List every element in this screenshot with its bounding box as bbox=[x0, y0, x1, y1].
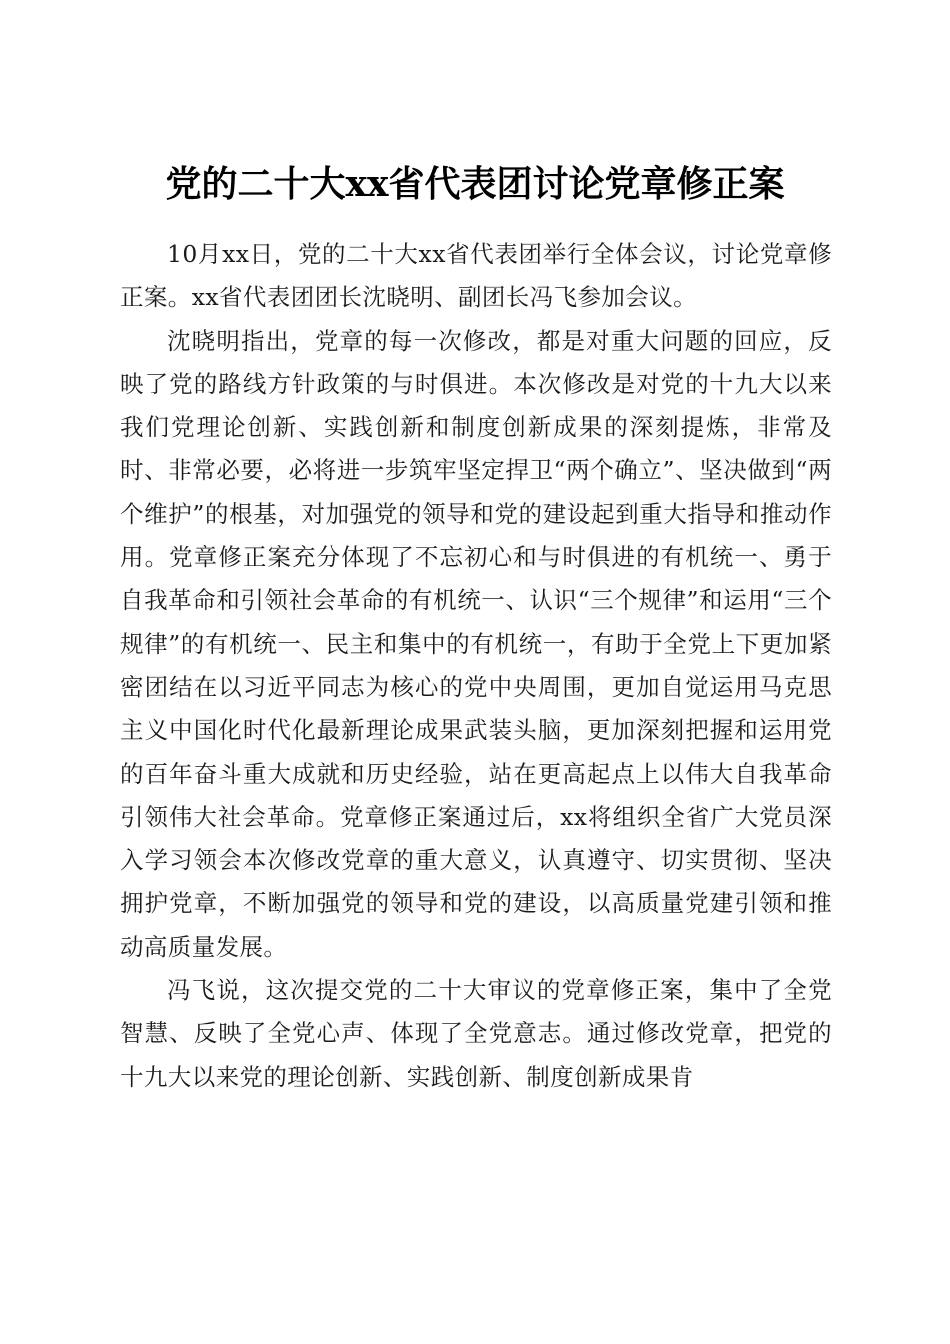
paragraph-feng-fei-remarks: 冯飞说，这次提交党的二十大审议的党章修正案，集中了全党智慧、反映了全党心声、体现了全党意志。通过修改党章，把党的十九大以来党的理论创新、实践创新、制度创新成果肯 bbox=[120, 976, 832, 1091]
document-title: 党的二十大xx省代表团讨论党章修正案 bbox=[165, 163, 785, 206]
paragraph-meeting-intro: 10月xx日，党的二十大xx省代表团举行全体会议，讨论党章修正案。xx省代表团团长沈晓明、副团长冯飞参加会议。 bbox=[120, 240, 832, 312]
document-body bbox=[120, 233, 832, 1099]
paragraph-shen-xiaoming-remarks: 沈晓明指出，党章的每一次修改，都是对重大问题的回应，反映了党的路线方针政策的与时俱进。本次修改是对党的十九大以来我们党理论创新、实践创新和制度创新成果的深刻提炼，非常及时、非常必要，必将进一步筑牢坚定捍卫“两个确立”、坚决做到“两个维护”的根基，对加强党的领导和党的建设起到重大指导和推动作用。党章修正案充分体现了不忘初心和与时俱进的有机统一、勇于自我革命和引领社会革命的有机统一、认识“三个规律”和运用“三个规律”的有机统一、民主和集中的有机统一，有助于全党上下更加紧密团结在以习近平同志为核心的党中央周围，更加自觉运用马克思主义中国化时代化最新理论成果武装头脑，更加深刻把握和运用党的百年奋斗重大成就和历史经验，站在更高起点上以伟大自我革命引领伟大社会革命。党章修正案通过后，xx将组织全省广大党员深入学习领会本次修改党章的重大意义，认真遵守、切实贯彻、坚决拥护党章，不断加强党的领导和党的建设，以高质量党建引领和推动高质量发展。 bbox=[120, 326, 832, 961]
